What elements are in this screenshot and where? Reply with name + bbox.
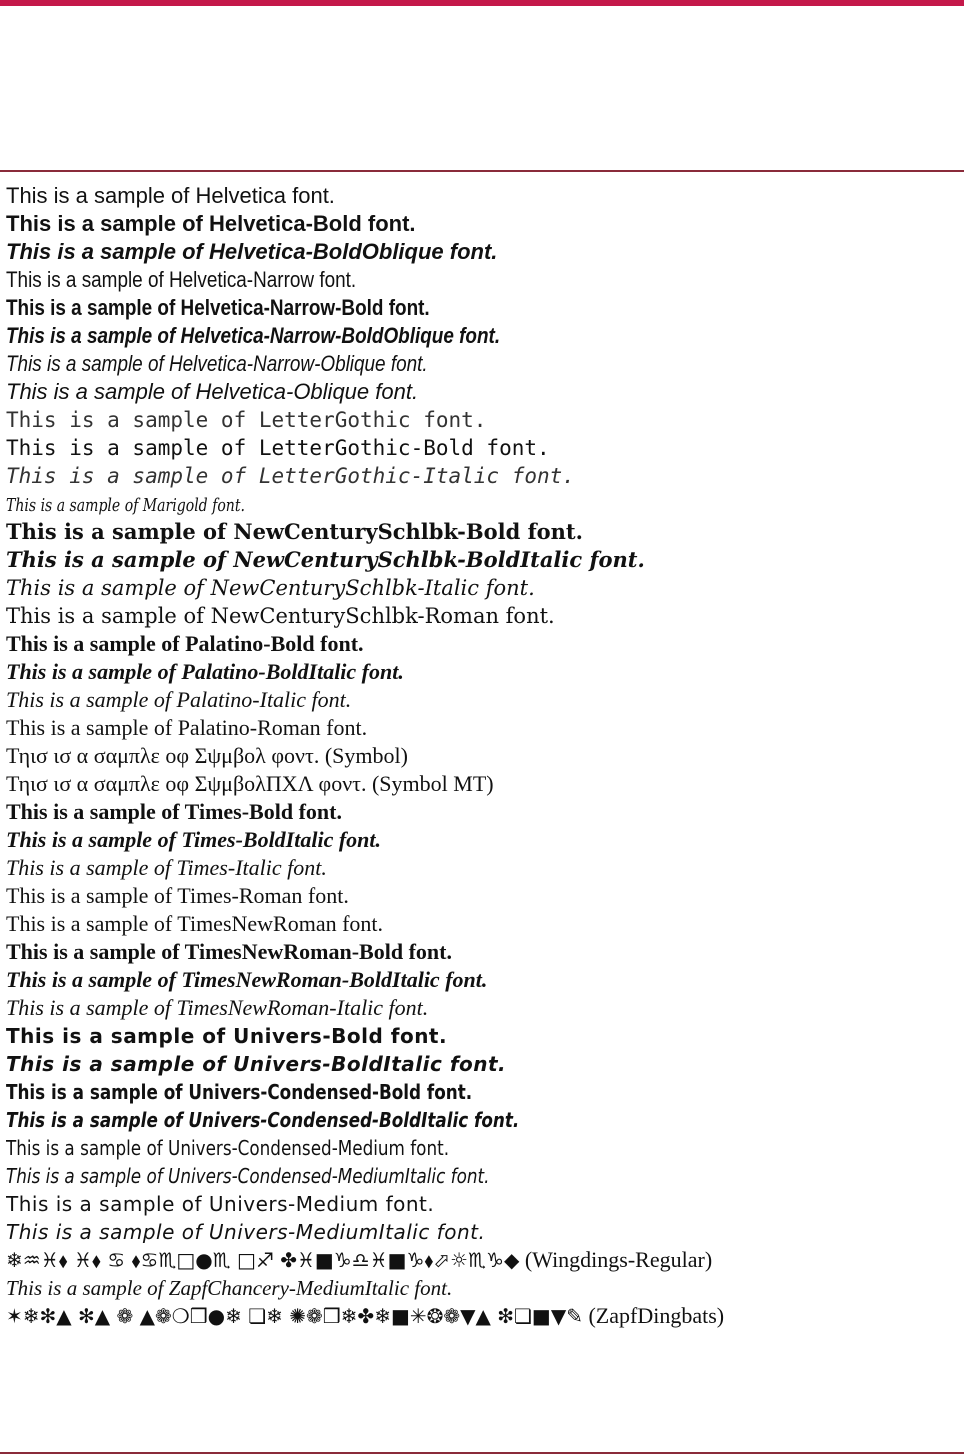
font-sample-line — [6, 602, 964, 630]
font-sample-line — [6, 294, 964, 322]
font-sample-text: This is a sample of TimesNewRoman-BoldItalic font. — [6, 967, 488, 992]
font-sample-text: This is a sample of Times-Roman font. — [6, 883, 349, 908]
font-sample-line — [6, 1106, 964, 1134]
font-sample-text: This is a sample of LetterGothic font. — [6, 408, 487, 432]
font-sample-text: This is a sample of ZapfChancery-MediumItalic font. — [6, 1276, 453, 1300]
font-sample-text: This is a sample of NewCenturySchlbk-BoldItalic font. — [6, 547, 645, 572]
font-sample-text: This is a sample of TimesNewRoman-Italic font. — [6, 995, 429, 1020]
font-sample-line — [6, 1050, 964, 1078]
font-sample-text: ✶❄✻▲ ✻▲ ❁ ▲❁❍❒●❄ ❏❄ ✺❁❒❄✤❄■✳❂❁▼▲ ❇❏■▼✎ (ZapfDingbats) — [6, 1303, 725, 1328]
font-sample-text: This is a sample of Univers-Condensed-Bold font. — [6, 1080, 473, 1104]
header-divider — [0, 170, 964, 172]
font-sample-text: This is a sample of NewCenturySchlbk-Italic font. — [6, 576, 535, 600]
font-sample-line — [6, 742, 964, 770]
font-sample-line — [6, 630, 964, 658]
font-sample-line — [6, 378, 964, 406]
font-sample-line — [6, 434, 964, 462]
font-sample-text: This is a sample of Palatino-Italic font. — [6, 687, 352, 712]
font-sample-text: This is a sample of Helvetica-Bold font. — [6, 211, 416, 236]
font-sample-line — [6, 1190, 964, 1218]
font-sample-text: This is a sample of Palatino-Bold font. — [6, 631, 364, 656]
font-sample-text: This is a sample of Times-Italic font. — [6, 855, 327, 880]
font-sample-text: This is a sample of LetterGothic-Bold font. — [6, 436, 550, 460]
font-sample-line — [6, 322, 964, 350]
font-sample-text: This is a sample of Univers-Condensed-MediumItalic font. — [6, 1164, 490, 1188]
font-sample-line — [6, 266, 964, 294]
font-sample-text: This is a sample of Marigold font. — [6, 495, 245, 516]
font-sample-text: This is a sample of NewCenturySchlbk-Bold font. — [6, 519, 583, 544]
font-sample-line — [6, 994, 964, 1022]
font-name-label: (ZapfDingbats) — [582, 1303, 725, 1328]
footer-divider — [0, 1452, 964, 1454]
font-sample-line — [6, 882, 964, 910]
font-sample-list — [6, 182, 964, 1330]
font-sample-line — [6, 574, 964, 602]
font-sample-line — [6, 826, 964, 854]
font-sample-line — [6, 910, 964, 938]
font-sample-text: This is a sample of Univers-MediumItalic font. — [6, 1220, 486, 1244]
font-sample-line — [6, 1134, 964, 1162]
font-sample-line — [6, 966, 964, 994]
font-sample-line — [6, 546, 964, 574]
font-sample-text: This is a sample of Palatino-BoldItalic font. — [6, 659, 404, 684]
font-sample-line — [6, 1274, 964, 1302]
font-sample-line — [6, 518, 964, 546]
font-sample-text: This is a sample of Palatino-Roman font. — [6, 715, 368, 740]
font-sample-text: This is a sample of Helvetica-Narrow font. — [6, 267, 357, 292]
top-accent-rule — [0, 0, 964, 6]
font-sample-line — [6, 798, 964, 826]
font-sample-line — [6, 406, 964, 434]
font-sample-text: This is a sample of Univers-Medium font. — [6, 1192, 435, 1216]
font-sample-line — [6, 1218, 964, 1246]
font-sample-line — [6, 686, 964, 714]
font-sample-text: This is a sample of Helvetica-Oblique font. — [6, 379, 419, 404]
font-sample-text: This is a sample of Univers-Condensed-BoldItalic font. — [6, 1108, 520, 1132]
font-sample-line — [6, 350, 964, 378]
font-sample-text: This is a sample of Times-Bold font. — [6, 799, 342, 824]
font-sample-line — [6, 1078, 964, 1106]
font-sample-line — [6, 854, 964, 882]
font-sample-line — [6, 182, 964, 210]
font-sample-text: This is a sample of Helvetica-BoldOblique font. — [6, 239, 498, 264]
font-sample-text: This is a sample of Helvetica-Narrow-Bold font. — [6, 295, 430, 320]
font-sample-line — [6, 658, 964, 686]
font-sample-text: This is a sample of Helvetica-Narrow-BoldOblique font. — [6, 323, 501, 348]
font-sample-text: This is a sample of Helvetica-Narrow-Oblique font. — [6, 351, 428, 376]
font-sample-line — [6, 1162, 964, 1190]
font-name-label: (Wingdings-Regular) — [519, 1247, 713, 1272]
font-sample-line — [6, 490, 964, 518]
font-sample-text: This is a sample of TimesNewRoman-Bold font. — [6, 939, 452, 964]
font-sample-line — [6, 770, 964, 798]
font-sample-line — [6, 1302, 964, 1330]
font-sample-text: This is a sample of NewCenturySchlbk-Roman font. — [6, 604, 555, 628]
font-sample-line — [6, 238, 964, 266]
font-sample-text: This is a sample of Univers-Condensed-Medium font. — [6, 1136, 450, 1160]
font-sample-line — [6, 714, 964, 742]
font-sample-text: This is a sample of Helvetica font. — [6, 183, 335, 208]
font-sample-text: This is a sample of Times-BoldItalic font. — [6, 827, 382, 852]
font-sample-line — [6, 1246, 964, 1274]
font-sample-text: This is a sample of Univers-BoldItalic font. — [6, 1052, 507, 1076]
font-sample-text: Τηισ ισ α σαμπλε οφ Σψμβολ φοντ. (Symbol) — [6, 743, 408, 768]
font-sample-text: ❄♒♓⬧ ♓⬧ ♋ ⬧♋♏□●♏ □♐ ✤♓■♑♎♓■♑⬧⬀☼♏♑◆ (Wingdings-Regular) — [6, 1247, 713, 1272]
font-sample-text: This is a sample of LetterGothic-Italic font. — [6, 464, 575, 488]
font-sample-line — [6, 462, 964, 490]
font-sample-line — [6, 210, 964, 238]
font-sample-text: This is a sample of TimesNewRoman font. — [6, 911, 384, 936]
font-sample-text: This is a sample of Univers-Bold font. — [6, 1024, 448, 1048]
font-sample-line — [6, 1022, 964, 1050]
font-sample-line — [6, 938, 964, 966]
font-sample-text: Τηισ ισ α σαμπλε οφ ΣψμβολΠΧΛ φοντ. (Symbol MT) — [6, 771, 494, 796]
